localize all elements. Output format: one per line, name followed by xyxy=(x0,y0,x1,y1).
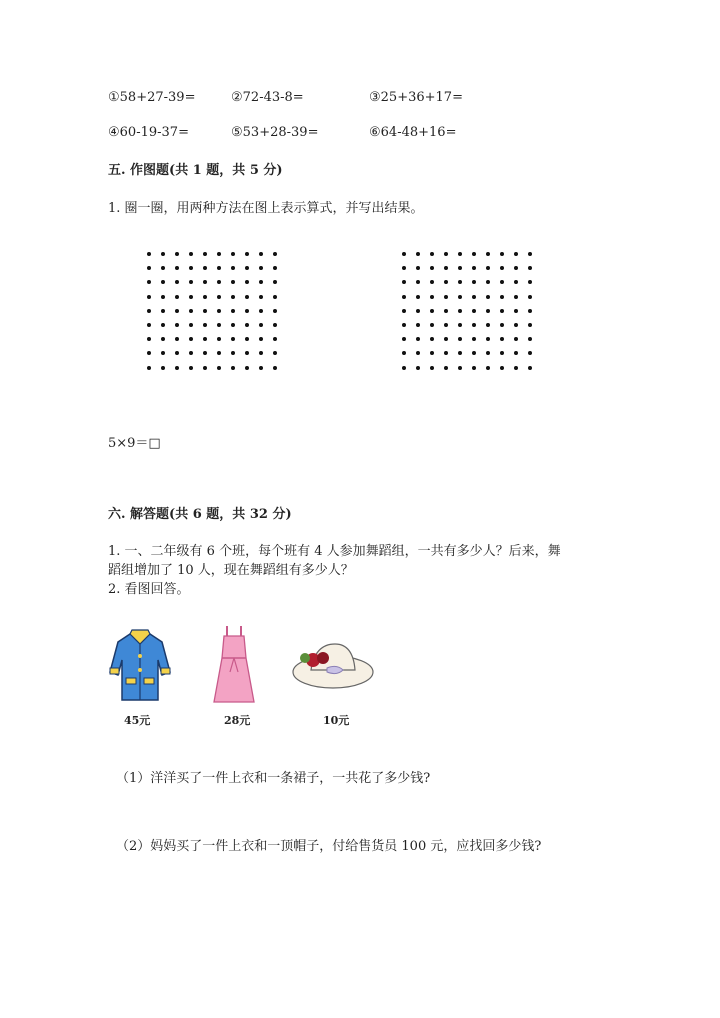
grid-dot xyxy=(147,366,151,370)
grid-dot xyxy=(273,252,277,256)
grid-dot xyxy=(245,280,249,284)
grid-dot xyxy=(500,266,504,270)
grid-dot xyxy=(175,266,179,270)
grid-dot xyxy=(416,366,420,370)
grid-dot xyxy=(245,337,249,341)
grid-dot xyxy=(430,351,434,355)
grid-dot xyxy=(259,309,263,313)
grid-dot xyxy=(430,337,434,341)
grid-dot xyxy=(203,309,207,313)
section6-question-1-line1: 1. 一、二年级有 6 个班，每个班有 4 人参加舞蹈组，一共有多少人？后来，舞 xyxy=(108,544,561,559)
grid-dot xyxy=(231,309,235,313)
grid-dot xyxy=(528,351,532,355)
grid-dot xyxy=(486,323,490,327)
grid-dot xyxy=(161,280,165,284)
grid-dot xyxy=(217,323,221,327)
grid-dot xyxy=(430,323,434,327)
grid-dot xyxy=(472,337,476,341)
grid-dot xyxy=(528,295,532,299)
grid-dot xyxy=(486,366,490,370)
grid-dot xyxy=(147,337,151,341)
grid-dot xyxy=(402,337,406,341)
coat-price: 45元 xyxy=(124,714,151,727)
grid-dot xyxy=(472,351,476,355)
grid-dot xyxy=(217,366,221,370)
grid-dot xyxy=(231,252,235,256)
dot-grid-left xyxy=(147,252,275,384)
grid-dot xyxy=(430,309,434,313)
grid-dot xyxy=(273,351,277,355)
hat-icon xyxy=(291,638,375,694)
grid-dot xyxy=(514,252,518,256)
grid-dot xyxy=(472,309,476,313)
grid-dot xyxy=(161,337,165,341)
grid-dot xyxy=(472,280,476,284)
grid-dot xyxy=(203,366,207,370)
grid-dot xyxy=(416,252,420,256)
grid-dot xyxy=(175,323,179,327)
grid-dot xyxy=(430,280,434,284)
grid-dot xyxy=(444,266,448,270)
exercise-2: ②72-43-8= xyxy=(231,90,304,105)
grid-dot xyxy=(175,337,179,341)
grid-dot xyxy=(245,351,249,355)
grid-dot xyxy=(444,351,448,355)
grid-dot xyxy=(161,252,165,256)
grid-dot xyxy=(189,351,193,355)
coat-icon xyxy=(108,628,172,704)
grid-dot xyxy=(444,366,448,370)
grid-dot xyxy=(189,266,193,270)
grid-dot xyxy=(514,351,518,355)
grid-dot xyxy=(245,309,249,313)
grid-dot xyxy=(528,266,532,270)
grid-dot xyxy=(203,351,207,355)
grid-dot xyxy=(217,266,221,270)
grid-dot xyxy=(500,337,504,341)
grid-dot xyxy=(444,309,448,313)
grid-dot xyxy=(189,252,193,256)
grid-dot xyxy=(147,323,151,327)
grid-dot xyxy=(486,252,490,256)
grid-dot xyxy=(147,266,151,270)
section5-heading: 五. 作图题(共 1 题，共 5 分) xyxy=(108,163,283,178)
section6-question-2: 2. 看图回答。 xyxy=(108,582,190,597)
grid-dot xyxy=(217,337,221,341)
grid-dot xyxy=(259,323,263,327)
grid-dot xyxy=(430,295,434,299)
grid-dot xyxy=(500,280,504,284)
grid-dot xyxy=(528,323,532,327)
grid-dot xyxy=(231,266,235,270)
grid-dot xyxy=(259,266,263,270)
grid-dot xyxy=(430,366,434,370)
grid-dot xyxy=(458,309,462,313)
exercise-4: ④60-19-37= xyxy=(108,125,189,140)
grid-dot xyxy=(273,323,277,327)
grid-dot xyxy=(458,252,462,256)
grid-dot xyxy=(273,366,277,370)
grid-dot xyxy=(217,280,221,284)
grid-dot xyxy=(402,351,406,355)
grid-dot xyxy=(472,266,476,270)
grid-dot xyxy=(528,280,532,284)
grid-dot xyxy=(147,295,151,299)
grid-dot xyxy=(273,295,277,299)
grid-dot xyxy=(472,295,476,299)
grid-dot xyxy=(273,280,277,284)
grid-dot xyxy=(231,295,235,299)
grid-dot xyxy=(486,266,490,270)
grid-dot xyxy=(500,309,504,313)
grid-dot xyxy=(444,323,448,327)
grid-dot xyxy=(514,266,518,270)
grid-dot xyxy=(402,280,406,284)
grid-dot xyxy=(231,351,235,355)
grid-dot xyxy=(458,351,462,355)
grid-dot xyxy=(500,252,504,256)
grid-dot xyxy=(259,351,263,355)
grid-dot xyxy=(175,252,179,256)
grid-dot xyxy=(500,323,504,327)
grid-dot xyxy=(217,295,221,299)
grid-dot xyxy=(402,366,406,370)
grid-dot xyxy=(161,309,165,313)
grid-dot xyxy=(416,309,420,313)
grid-dot xyxy=(528,309,532,313)
grid-dot xyxy=(273,337,277,341)
grid-dot xyxy=(203,337,207,341)
grid-dot xyxy=(217,351,221,355)
grid-dot xyxy=(472,323,476,327)
grid-dot xyxy=(458,266,462,270)
grid-dot xyxy=(231,323,235,327)
grid-dot xyxy=(245,323,249,327)
grid-dot xyxy=(486,351,490,355)
grid-dot xyxy=(175,366,179,370)
grid-dot xyxy=(444,337,448,341)
grid-dot xyxy=(231,366,235,370)
grid-dot xyxy=(245,266,249,270)
grid-dot xyxy=(458,337,462,341)
grid-dot xyxy=(189,309,193,313)
grid-dot xyxy=(175,309,179,313)
grid-dot xyxy=(528,366,532,370)
grid-dot xyxy=(430,252,434,256)
grid-dot xyxy=(245,295,249,299)
grid-dot xyxy=(217,309,221,313)
grid-dot xyxy=(486,309,490,313)
grid-dot xyxy=(528,337,532,341)
grid-dot xyxy=(189,337,193,341)
grid-dot xyxy=(231,280,235,284)
grid-dot xyxy=(189,280,193,284)
grid-dot xyxy=(273,309,277,313)
grid-dot xyxy=(458,295,462,299)
grid-dot xyxy=(259,366,263,370)
grid-dot xyxy=(259,295,263,299)
grid-dot xyxy=(175,280,179,284)
sub-question-2: （2）妈妈买了一件上衣和一顶帽子，付给售货员 100 元，应找回多少钱? xyxy=(116,839,542,854)
grid-dot xyxy=(161,323,165,327)
grid-dot xyxy=(231,337,235,341)
grid-dot xyxy=(147,252,151,256)
grid-dot xyxy=(203,323,207,327)
exercise-1: ①58+27-39= xyxy=(108,90,196,105)
grid-dot xyxy=(402,309,406,313)
grid-dot xyxy=(259,252,263,256)
grid-dot xyxy=(444,280,448,284)
grid-dot xyxy=(273,266,277,270)
grid-dot xyxy=(189,295,193,299)
grid-dot xyxy=(486,280,490,284)
grid-dot xyxy=(161,366,165,370)
grid-dot xyxy=(514,295,518,299)
grid-dot xyxy=(175,295,179,299)
grid-dot xyxy=(472,366,476,370)
grid-dot xyxy=(458,280,462,284)
grid-dot xyxy=(458,366,462,370)
section5-question-1: 1. 圈一圈，用两种方法在图上表示算式，并写出结果。 xyxy=(108,201,424,216)
grid-dot xyxy=(514,309,518,313)
grid-dot xyxy=(416,337,420,341)
sub-question-1: （1）洋洋买了一件上衣和一条裙子，一共花了多少钱? xyxy=(116,771,431,786)
grid-dot xyxy=(416,295,420,299)
grid-dot xyxy=(430,266,434,270)
grid-dot xyxy=(402,252,406,256)
dress-icon xyxy=(212,624,256,706)
grid-dot xyxy=(500,366,504,370)
grid-dot xyxy=(203,295,207,299)
grid-dot xyxy=(486,295,490,299)
grid-dot xyxy=(203,252,207,256)
grid-dot xyxy=(161,295,165,299)
grid-dot xyxy=(189,323,193,327)
grid-dot xyxy=(402,266,406,270)
equation-5x9: 5×9＝□ xyxy=(108,436,161,451)
section6-question-1-line2: 蹈组增加了 10 人，现在舞蹈组有多少人？ xyxy=(108,563,354,578)
grid-dot xyxy=(528,252,532,256)
grid-dot xyxy=(514,366,518,370)
grid-dot xyxy=(416,266,420,270)
grid-dot xyxy=(147,351,151,355)
grid-dot xyxy=(245,366,249,370)
hat-price: 10元 xyxy=(323,714,350,727)
grid-dot xyxy=(514,323,518,327)
grid-dot xyxy=(416,351,420,355)
grid-dot xyxy=(402,323,406,327)
grid-dot xyxy=(147,280,151,284)
exercise-5: ⑤53+28-39= xyxy=(231,125,319,140)
dress-price: 28元 xyxy=(224,714,251,727)
grid-dot xyxy=(161,351,165,355)
grid-dot xyxy=(147,309,151,313)
grid-dot xyxy=(189,366,193,370)
grid-dot xyxy=(259,337,263,341)
grid-dot xyxy=(472,252,476,256)
dot-grid-right xyxy=(402,252,530,384)
grid-dot xyxy=(161,266,165,270)
grid-dot xyxy=(514,280,518,284)
grid-dot xyxy=(500,351,504,355)
grid-dot xyxy=(175,351,179,355)
grid-dot xyxy=(416,323,420,327)
grid-dot xyxy=(217,252,221,256)
section6-heading: 六. 解答题(共 6 题，共 32 分) xyxy=(108,507,292,522)
exercise-6: ⑥64-48+16= xyxy=(369,125,457,140)
grid-dot xyxy=(444,252,448,256)
grid-dot xyxy=(203,280,207,284)
grid-dot xyxy=(514,337,518,341)
grid-dot xyxy=(402,295,406,299)
grid-dot xyxy=(486,337,490,341)
grid-dot xyxy=(444,295,448,299)
exercise-3: ③25+36+17= xyxy=(369,90,463,105)
grid-dot xyxy=(416,280,420,284)
grid-dot xyxy=(500,295,504,299)
grid-dot xyxy=(458,323,462,327)
grid-dot xyxy=(245,252,249,256)
grid-dot xyxy=(203,266,207,270)
grid-dot xyxy=(259,280,263,284)
